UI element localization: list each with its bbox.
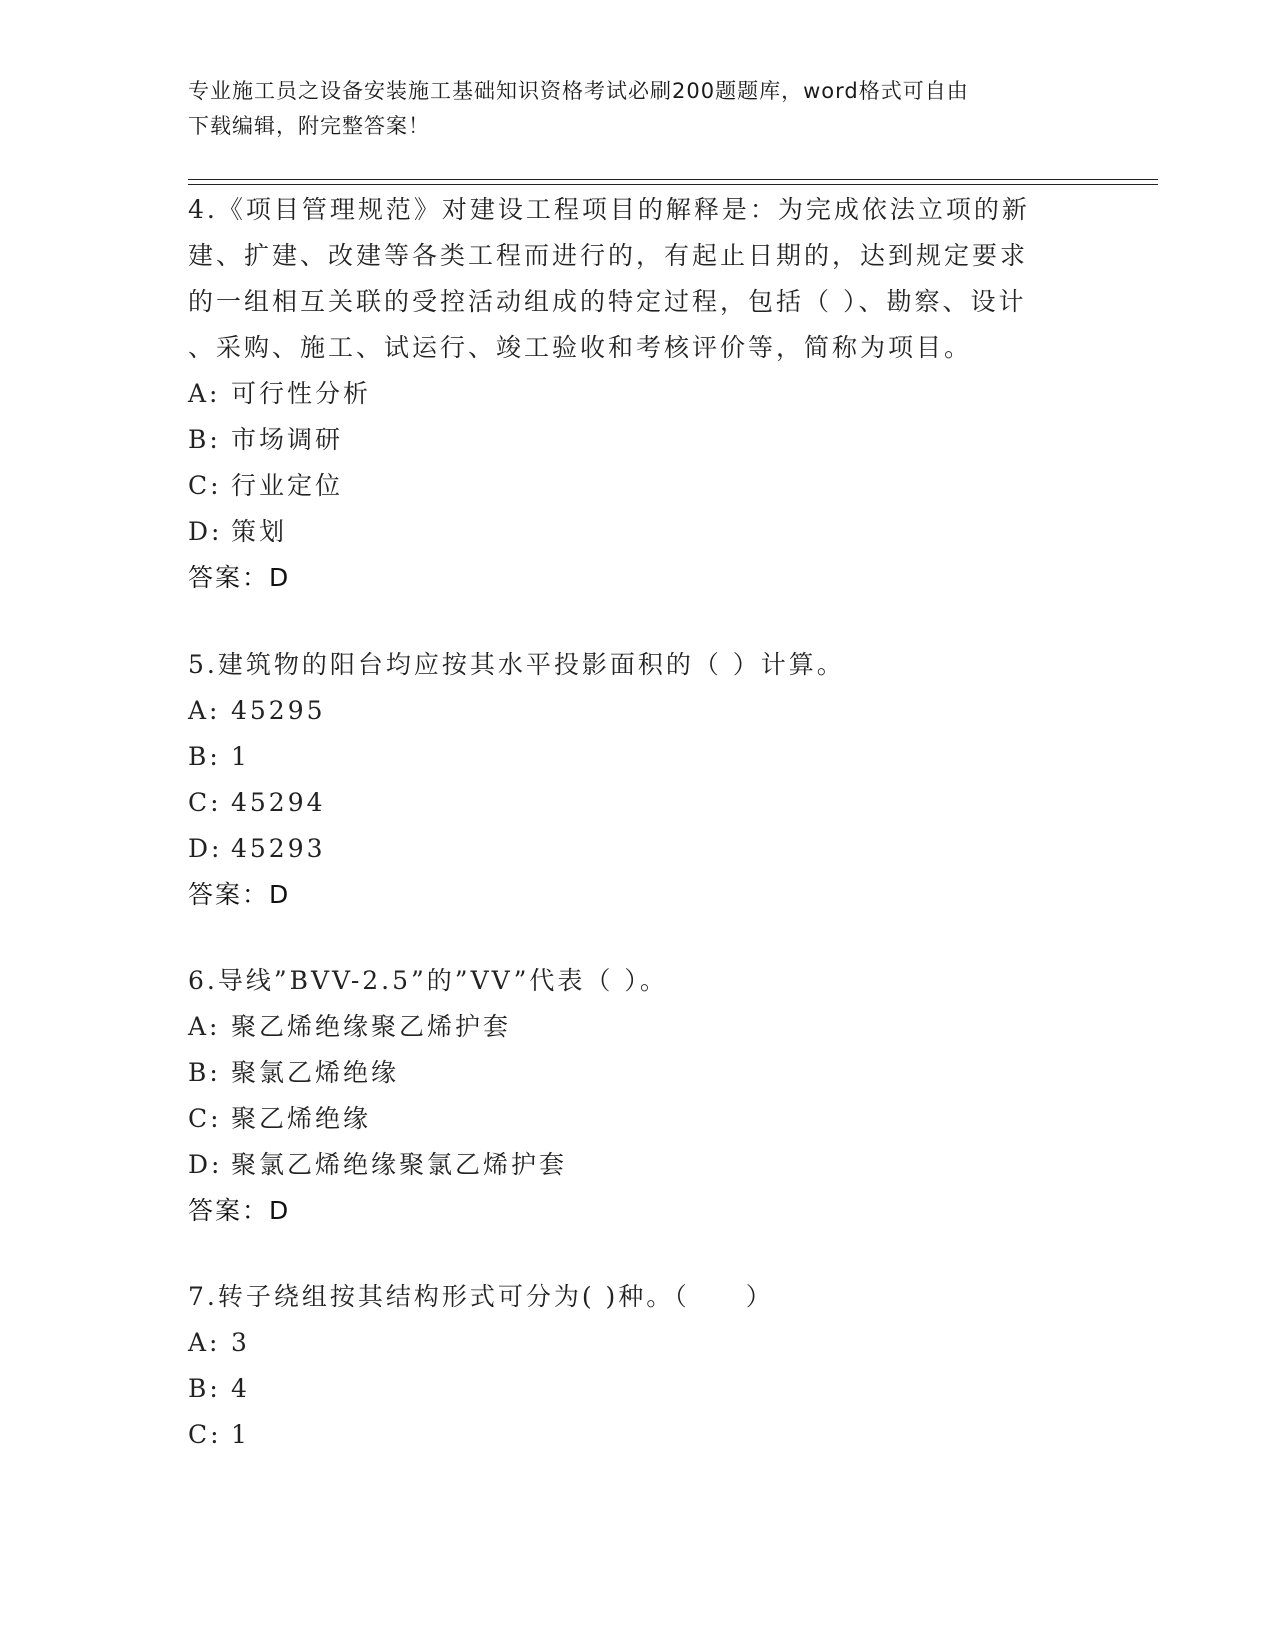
option-text: 45295	[231, 696, 326, 725]
option-text: 1	[231, 742, 250, 771]
option-label: A:	[188, 379, 221, 408]
header-divider-top	[188, 179, 1158, 180]
option-c	[188, 1096, 1088, 1142]
option-text: 45294	[231, 788, 326, 817]
option-c	[188, 463, 1088, 509]
option-text: 行业定位	[231, 471, 344, 500]
question-4	[188, 187, 1088, 601]
option-a	[188, 1004, 1088, 1050]
option-label: B:	[188, 742, 221, 771]
option-d	[188, 509, 1088, 555]
question-text-line: 4.《项目管理规范》对建设工程项目的解释是：为完成依法立项的新	[188, 195, 1030, 224]
question-text-line: 5.建筑物的阳台均应按其水平投影面积的（ ）计算。	[188, 650, 845, 679]
option-label: B:	[188, 1058, 221, 1087]
question-text-line: 7.转子绕组按其结构形式可分为( )种。（ ）	[188, 1282, 774, 1311]
option-label: D:	[188, 517, 223, 546]
option-label: C:	[188, 1104, 222, 1133]
question-7	[188, 1274, 1088, 1458]
answer: 答案：D	[188, 880, 291, 909]
question-text-line: 建、扩建、改建等各类工程而进行的，有起止日期的，达到规定要求	[188, 241, 1029, 270]
option-text: 聚氯乙烯绝缘聚氯乙烯护套	[231, 1150, 568, 1179]
option-label: C:	[188, 471, 222, 500]
option-text: 策划	[231, 517, 288, 546]
document-header	[188, 74, 1078, 144]
option-text: 可行性分析	[231, 379, 372, 408]
option-text: 聚氯乙烯绝缘	[231, 1058, 400, 1087]
option-b	[188, 1050, 1088, 1096]
option-a	[188, 1320, 1088, 1366]
option-b	[188, 734, 1088, 780]
option-text: 聚乙烯绝缘	[231, 1104, 372, 1133]
question-5	[188, 642, 1088, 918]
option-d	[188, 826, 1088, 872]
header-line-1: 专业施工员之设备安装施工基础知识资格考试必刷200题题库，word格式可自由	[188, 79, 969, 103]
option-text: 市场调研	[231, 425, 344, 454]
option-a	[188, 371, 1088, 417]
option-b	[188, 417, 1088, 463]
option-label: B:	[188, 425, 221, 454]
option-c	[188, 780, 1088, 826]
question-text-line: 6.导线”BVV-2.5”的”VV”代表（ ）。	[188, 966, 668, 995]
option-text: 4	[231, 1374, 250, 1403]
question-6	[188, 958, 1088, 1234]
option-label: A:	[188, 1012, 221, 1041]
question-text-line: 的一组相互关联的受控活动组成的特定过程，包括（ ）、勘察、设计	[188, 287, 1027, 316]
option-text: 聚乙烯绝缘聚乙烯护套	[231, 1012, 512, 1041]
option-label: D:	[188, 1150, 223, 1179]
header-divider-bottom	[188, 184, 1158, 185]
option-text: 1	[231, 1420, 250, 1449]
question-text-line: 、采购、施工、试运行、竣工验收和考核评价等，简称为项目。	[188, 333, 973, 362]
option-a	[188, 688, 1088, 734]
answer: 答案：D	[188, 1196, 291, 1225]
answer: 答案：D	[188, 563, 291, 592]
option-label: C:	[188, 788, 222, 817]
option-b	[188, 1366, 1088, 1412]
option-text: 3	[231, 1328, 250, 1357]
option-c	[188, 1412, 1088, 1458]
header-line-2: 下载编辑，附完整答案！	[188, 114, 430, 138]
option-label: B:	[188, 1374, 221, 1403]
option-text: 45293	[231, 834, 326, 863]
option-label: A:	[188, 696, 221, 725]
option-label: A:	[188, 1328, 221, 1357]
option-label: D:	[188, 834, 223, 863]
option-label: C:	[188, 1420, 222, 1449]
option-d	[188, 1142, 1088, 1188]
